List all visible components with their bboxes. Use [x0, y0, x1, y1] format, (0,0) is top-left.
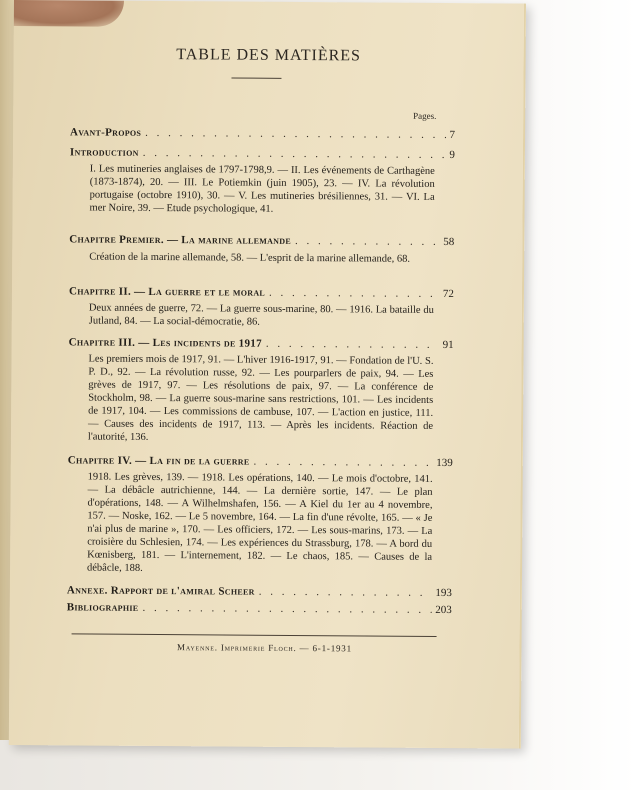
toc-entry-label: Introduction: [69, 146, 139, 159]
toc-entry-page: 193: [435, 586, 452, 600]
toc-entry-page: 58: [443, 236, 455, 249]
leader-dots: [269, 287, 439, 300]
toc-entry-introduction: [70, 146, 455, 161]
leader-dots: [143, 147, 446, 161]
printer-imprint: Mayenne. Imprimerie Floch. — 6-1-1931: [176, 642, 352, 654]
toc-entry-label: Chapitre Premier. — La marine allemande: [69, 233, 292, 247]
toc-entry-chapitre-3: [69, 336, 454, 351]
toc-entry-page: 139: [436, 456, 453, 470]
toc-entry-page: 7: [449, 129, 456, 142]
toc-entry-annexe: [67, 584, 452, 599]
leader-dots: [259, 586, 432, 599]
toc-entry-chapitre-4: [68, 454, 453, 469]
toc-entry-avant-propos: [70, 126, 455, 141]
toc-entry-page: 72: [442, 288, 454, 301]
toc-entry-page: 91: [442, 339, 454, 352]
toc-entry-description: 1918. Les grèves, 139. — 1918. Les opérations, 140. — Le mois d'octobre, 141. — La débâcle autrichienne, 144. — La dernière sortie, 147. — Le plan d'opérations, 148. — A Wilhelmshafen, 156. — A Kiel du 1er au 4 novembre, 157. — Noske, 162. — Le 5 novembre, 164. — La fin d'une révolte, 165. — « Je n'ai plus de marine », 170. — Les officiers, 172. — Les sous-marins, 173. — La croisière du Schlesien, 174. — Les expériences du Strassburg, 178. — A bord du Kœnisberg, 181. — L'internement, 182. — Le chaos, 185. — Causes de la débâcle, 188.: [86, 471, 433, 574]
toc-entry-label: Avant-Propos: [70, 126, 142, 139]
toc-entry-label: Annexe. Rapport de l'amiral Scheer: [66, 584, 255, 598]
footer-rule: [72, 633, 437, 637]
toc-entry-label: Chapitre III. — Les incidents de 1917: [68, 336, 262, 350]
toc-entry-label: Bibliographie: [66, 601, 139, 614]
toc-entry-label: Chapitre II. — La guerre et le moral: [68, 285, 266, 299]
toc-entry-page: 203: [435, 603, 452, 617]
leader-dots: [295, 235, 439, 248]
leader-dots: [253, 456, 432, 469]
toc-entry-chapitre-1: [69, 233, 454, 248]
toc-entry-description: Les premiers mois de 1917, 91. — L'hiver 1916-1917, 91. — Fondation de l'U. S. P. D., 92. — La révolution russe, 92. — Les pourparlers de paix, 94. — Les grèves de 1917, 97. — Les résolutions de paix, 97. — La conférence de Stockholm, 98. — La guerre sous-marine sans restrictions, 101. — Les incidents de 1917, 104. — Les commissions de cambuse, 107. — L'action en justice, 111. — Causes des incidents de 1917, 113. — Après les incidents. Réaction de l'autorité, 136.: [87, 353, 434, 443]
title-rule: [231, 78, 281, 79]
pages-column-header: Pages.: [413, 110, 437, 121]
page-title: TABLE DES MATIÈRES: [176, 46, 362, 65]
leader-dots: [266, 338, 439, 351]
toc-entry-page: 9: [449, 149, 455, 162]
toc-entry-description: Deux années de guerre, 72. — La guerre sous-marine, 80. — 1916. La bataille du Jutland, 84. — La social-démocratie, 86.: [88, 302, 434, 328]
toc-entry-bibliographie: [67, 601, 452, 616]
toc-entry-description: Création de la marine allemande, 58. — L'esprit de la marine allemande, 68.: [89, 251, 411, 265]
leader-dots: [145, 127, 445, 141]
thumb: [14, 0, 124, 27]
leader-dots: [142, 602, 431, 616]
book-page: [9, 0, 526, 749]
toc-entry-description: I. Les mutineries anglaises de 1797-1798,9. — II. Les événements de Carthagène (1873-1874), 20. — III. Le Potiemkin (juin 1905), 23. — IV. La révolution portugaise (octobre 1910), 30. — V. Les mutineries brésiliennes, 31. — VI. La mer Noire, 39. — Etude psychologique, 41.: [89, 163, 435, 215]
toc-entry-label: Chapitre IV. — La fin de la guerre: [67, 454, 250, 468]
toc-entry-chapitre-2: [69, 285, 454, 300]
